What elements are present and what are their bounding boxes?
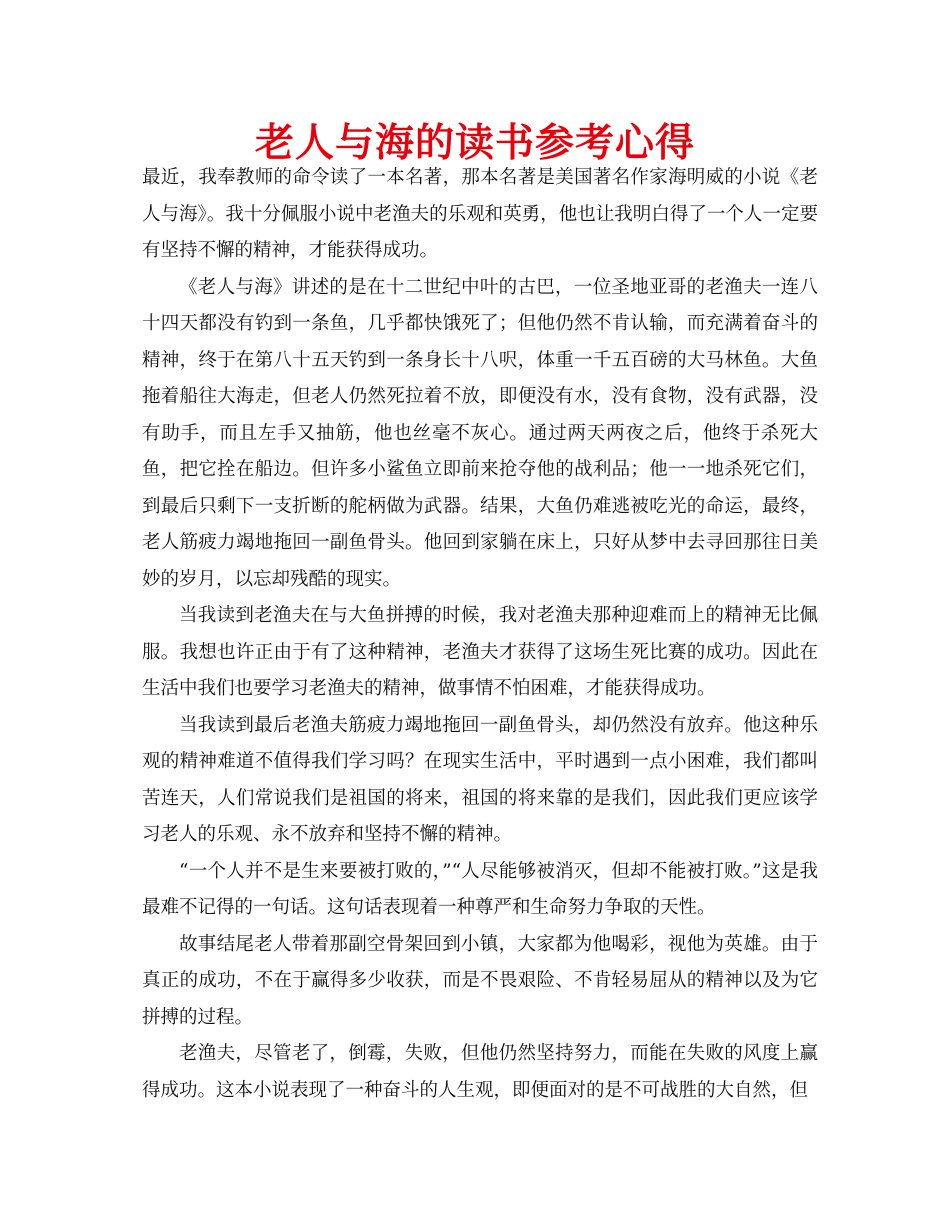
paragraph-6: 故事结尾老人带着那副空骨架回到小镇，大家都为他喝彩，视他为英雄。由于真正的成功，不在于赢得多少收获，而是不畏艰险、不肯轻易屈从的精神以及为它拼搏的过程。 — [142, 933, 818, 1028]
paragraph-5: “一个人并不是生来要被打败的，”“人尽能够被消灭，但却不能被打败。”这是我最难不记得的一句话。这句话表现着一种尊严和生命努力争取的天性。 — [142, 860, 818, 918]
paragraph-7: 老渔夫，尽管老了，倒霉，失败，但他仍然坚持努力，而能在失败的风度上赢得成功。这本小说表现了一种奋斗的人生观，即便面对的是不可战胜的大自然，但 — [142, 1043, 818, 1101]
document-body — [142, 160, 818, 1109]
paragraph-1: 最近，我奉教师的命令读了一本名著，那本名著是美国著名作家海明威的小说《老人与海》。我十分佩服小说中老渔夫的乐观和英勇，他也让我明白得了一个人一定要有坚持不懈的精神，才能获得成功。 — [142, 167, 818, 261]
paragraph-2: 《老人与海》讲述的是在十二世纪中叶的古巴，一位圣地亚哥的老渔夫一连八十四天都没有钓到一条鱼，几乎都快饿死了；但他仍然不肯认输，而充满着奋斗的精神，终于在第八十五天钓到一条身长十八呎，体重一千五百磅的大马林鱼。大鱼拖着船往大海走，但老人仍然死拉着不放，即便没有水，没有食物，没有武器，没有助手，而且左手又抽筋，他也丝毫不灰心。通过两天两夜之后，他终于杀死大鱼，把它拴在船边。但许多小鲨鱼立即前来抢夺他的战利品；他一一地杀死它们，到最后只剩下一支折断的舵柄做为武器。结果，大鱼仍难逃被吃光的命运，最终，老人筋疲力竭地拖回一副鱼骨头。他回到家躺在床上，只好从梦中去寻回那往日美妙的岁月，以忘却残酷的现实。 — [142, 276, 818, 590]
paragraph-4: 当我读到最后老渔夫筋疲力竭地拖回一副鱼骨头，却仍然没有放弃。他这种乐观的精神难道不值得我们学习吗？在现实生活中，平时遇到一点小困难，我们都叫苦连天，人们常说我们是祖国的将来，祖国的将来靠的是我们，因此我们更应该学习老人的乐观、永不放弃和坚持不懈的精神。 — [142, 714, 818, 845]
paragraph-3: 当我读到老渔夫在与大鱼拼搏的时候，我对老渔夫那种迎难而上的精神无比佩服。我想也许正由于有了这种精神，老渔夫才获得了这场生死比赛的成功。因此在生活中我们也要学习老渔夫的精神，做事情不怕困难，才能获得成功。 — [142, 605, 818, 699]
document-title: 老人与海的读书参考心得 — [254, 121, 695, 166]
